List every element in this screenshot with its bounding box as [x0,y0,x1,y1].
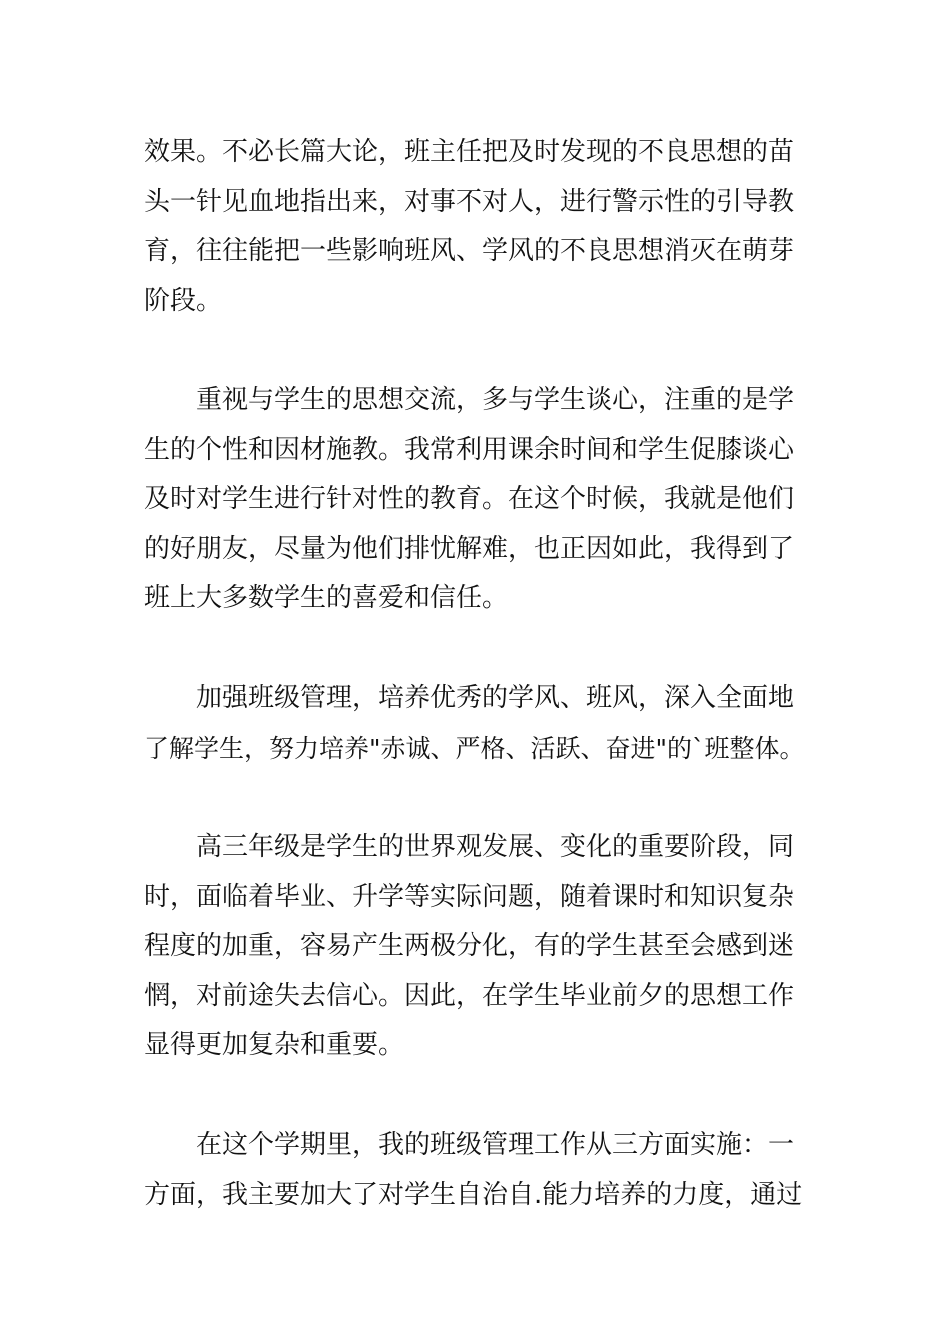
text-line: 显得更加复杂和重要。 [144,1030,405,1061]
text-line: 班上大多数学生的喜爱和信任。 [144,583,509,614]
text-line: 及时对学生进行针对性的教育。在这个时候，我就是他们 [144,484,795,515]
text-line: 重视与学生的思想交流，多与学生谈心，注重的是学 [144,385,795,415]
text-line: 了解学生，努力培养"赤诚、严格、活跃、奋进"的`班整体。 [144,733,805,763]
text-line: 在这个学期里，我的班级管理工作从三方面实施：一 [144,1130,795,1160]
text-line: 高三年级是学生的世界观发展、变化的重要阶段，同 [144,832,795,862]
text-line: 惘，对前途失去信心。因此，在学生毕业前夕的思想工作 [144,980,795,1011]
text-line: 生的个性和因材施教。我常利用课余时间和学生促膝谈心 [144,434,795,465]
text-line: 头一针见血地指出来，对事不对人，进行警示性的引导教 [144,186,795,217]
text-line: 效果。不必长篇大论，班主任把及时发现的不良思想的苗 [144,137,795,167]
paragraph-4 [144,823,814,1071]
paragraph-5 [144,1121,814,1220]
text-line: 阶段。 [144,285,223,316]
paragraph-1 [144,128,814,326]
text-line: 方面，我主要加大了对学生自治自.能力培养的力度，通过 [144,1179,803,1210]
paragraph-2 [144,376,814,624]
text-line: 时，面临着毕业、升学等实际问题，随着课时和知识复杂 [144,881,795,912]
text-line: 程度的加重，容易产生两极分化，有的学生甚至会感到迷 [144,931,795,962]
paragraph-3 [144,674,814,773]
text-line: 加强班级管理，培养优秀的学风、班风，深入全面地 [144,683,795,713]
text-line: 的好朋友，尽量为他们排忧解难，也正因如此，我得到了 [144,533,795,564]
text-line: 育，往往能把一些影响班风、学风的不良思想消灭在萌芽 [144,236,795,267]
